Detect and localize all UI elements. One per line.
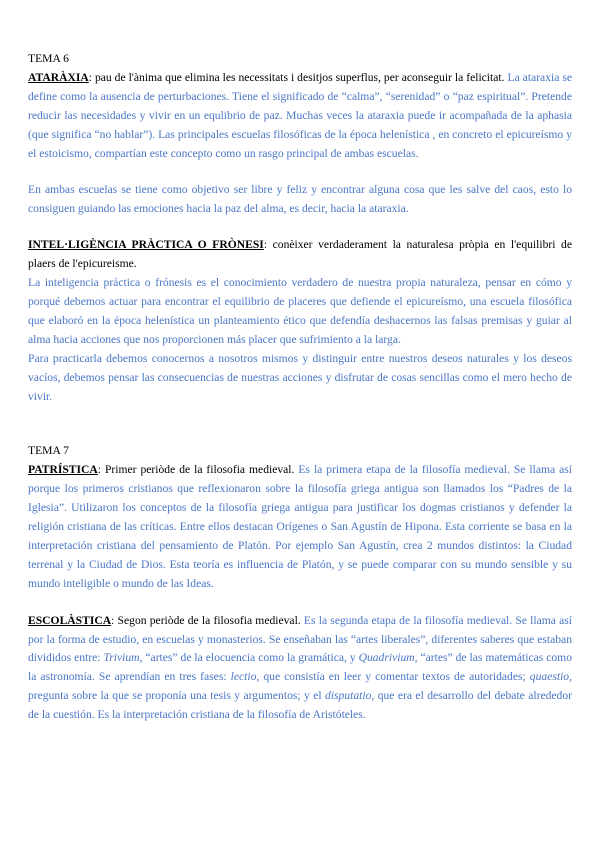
- escolastica-text-4: , que consistía en leer y comentar textos de autoridades;: [256, 670, 530, 684]
- lectio-term: lectio: [230, 670, 257, 684]
- fronesi-term: INTEL·LIGÈNCIA PRÀCTICA O FRÒNESI: [28, 238, 264, 252]
- fronesi-paragraph: [28, 236, 572, 274]
- escolastica-term: ESCOLÀSTICA: [28, 613, 112, 627]
- escolastica-text-3: , “artes” de las matemáticas como la astronomía. Se aprendían en tres fases:: [28, 651, 572, 684]
- escolastica-paragraph: [28, 612, 572, 725]
- disputatio-term: disputatio: [325, 689, 372, 703]
- escolastica-explanation: [28, 614, 572, 722]
- tema6-heading: TEMA 6: [28, 52, 69, 65]
- patristica-definition: : Primer periòde de la filosofia medieval.: [97, 463, 299, 477]
- escolastica-text-6: , que era el desarrollo del debate alrededor de la cuestión. Es la interpretación cristiana de la filosofía de Aristóteles.: [28, 689, 572, 722]
- quaestio-term: quaestio: [529, 670, 570, 684]
- escolastica-text-2: , “artes” de la elocuencia como la gramática, y: [139, 651, 359, 665]
- escolastica-definition: : Segon periòde de la filosofia medieval.: [111, 613, 304, 627]
- tema7-heading: TEMA 7: [28, 444, 69, 458]
- patristica-explanation: Es la primera etapa de la filosofía medieval. Se llama así porque los primeros cristianos que reflexionaron sobre la filosofía griega antigua son llamados los “Padres de la Iglesia”. Utilizaron los conceptos de la filosofía griega antigua para justificar los dogmas cristianos y defender la religión cristiana de las críticas. Entre ellos destacan Orígenes o San Agustín de Hipona. Esta corriente se basa en la interpretación cristiana del pensamiento de Platón. Por ejemplo San Agustín, crea 2 mundos distintos: la Ciudad terrenal y la Ciudad de Dios. Esta teoría es influencia de Platón, y se puede comparar con su mundo sensible y su mundo inteligible o mundo de las Ideas.: [28, 463, 572, 590]
- trivium-term: Trivium: [103, 651, 140, 665]
- document-page: [28, 50, 572, 725]
- ataraxia-explanation: La ataraxia se define como la ausencia de perturbaciones. Tiene el significado de “calma”, “serenidad” o “paz espiritual”. Pretende reducir las necesidades y vivir en un equlibrio de paz. Muchas veces la ataraxia puede ir acompañada de la aphasia (que significa “no hablar”). Las principales escuelas filosóficas de la época helenística , en concreto el epicureísmo y el estoicismo, compartían este concepto como un rasgo principal de ambas escuelas.: [28, 70, 572, 160]
- fronesi-explanation: La inteligencia práctica o frónesis es el conocimiento verdadero de nuestra propia naturaleza, pensar en cómo y porqué debemos actuar para encontrar el equilibrio de placeres que defiende el epicureísmo, una escuela filosófica que elaboró en la época helenística un planteamiento ético que defendía deshacernos las falsas premisas y guiar al alma hacia acciones que nos proporcionen más placer que sufrimiento a la larga.: [28, 276, 572, 346]
- patristica-paragraph: [28, 461, 572, 593]
- ataraxia-term: ATARÀXIA: [28, 70, 89, 84]
- patristica-term: PATRÍSTICA: [28, 463, 98, 477]
- ataraxia-extra-paragraph: En ambas escuelas se tiene como objetivo ser libre y feliz y encontrar alguna cosa que les salve del caos, esto lo consiguen guiando las emociones hacia la paz del alma, es decir, hacia la ataraxia.: [28, 183, 572, 216]
- fronesi-definition: : conèixer verdaderament la naturalesa pròpia en l'equilibri de plaers de l'epicureisme.: [28, 238, 572, 271]
- escolastica-text-1: Es la segunda etapa de la filosofía medieval. Se llama así por la forma de estudio, en escuelas y monasterios. Se enseñaban las “artes liberales”, diferentes saberes que estaban divididos entre:: [28, 613, 572, 665]
- fronesi-extra-paragraph: Para practicarla debemos conocernos a nosotros mismos y distinguir entre nuestros deseos naturales y los deseos vacíos, debemos pensar las consecuencias de nuestras acciones y disfrutar de cosas sencillas como el mero hecho de vivir.: [28, 351, 572, 403]
- escolastica-text-5: , pregunta sobre la que se proponía una tesis y argumentos; y el: [28, 670, 572, 703]
- quadrivium-term: Quadrivium: [358, 651, 415, 665]
- ataraxia-definition: : pau de l'ànima que elimina les necessitats i desitjos superflus, per aconseguir la felicitat.: [88, 70, 508, 84]
- ataraxia-paragraph: [28, 69, 572, 164]
